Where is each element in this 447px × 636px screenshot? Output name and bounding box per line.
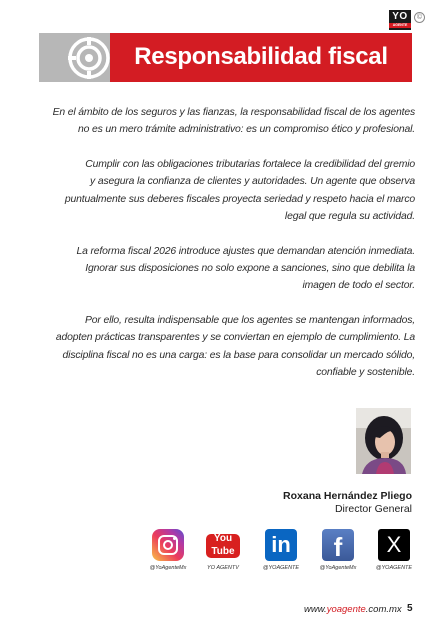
instagram-icon[interactable]: [152, 529, 184, 561]
copyright-icon: ©: [414, 12, 425, 23]
linkedin-label: in: [271, 532, 291, 557]
badge-text: YO: [392, 11, 408, 22]
paragraph-4: Por ello, resulta indispensable que los agentes se mantengan informados, adopten prácticas transparentes y se conviertan en ejemplo de cumplimiento. La disciplina fiscal no es una carga: es la base para consolidar un mercado sólido, confiable y sostenible.: [55, 315, 415, 379]
paragraph-3: La reforma fiscal 2026 introduce ajustes que demandan atención inmediata. Ignorar sus disposiciones no solo expone a sanciones, sino que debilita la imagen de todo el sector.: [76, 245, 415, 292]
paragraph-2: Cumplir con las obligaciones tributarias fortalece la credibilidad del gremio y asegura la confianza de clientes y autoridades. Un agente que observa puntualmente sus deberes fiscales proyecta seriedad y respeto hacia el marco legal que regula su actividad.: [64, 159, 415, 222]
author-photo: [356, 408, 411, 474]
facebook-icon[interactable]: [322, 529, 354, 561]
social-youtube[interactable]: [193, 529, 253, 571]
youtube-label: You Tube: [211, 533, 235, 557]
facebook-label: f: [333, 532, 343, 562]
linkedin-icon[interactable]: [265, 529, 297, 561]
target-icon: [68, 37, 110, 79]
x-label: X: [386, 532, 402, 557]
paragraph-1: En el ámbito de los seguros y las fianzas, la responsabilidad fiscal de los agentes no es un mero trámite administrativo: es un compromiso ético y profesional.: [52, 107, 415, 136]
author-name: Roxana Hernández Pliego: [283, 490, 412, 502]
page-number: 5: [407, 603, 413, 614]
social-linkedin[interactable]: [251, 529, 311, 571]
linkedin-handle: @YOAGENTE: [262, 565, 300, 571]
article-body: [30, 104, 415, 399]
footer-url[interactable]: www.yoagente.com.mx: [304, 604, 402, 615]
social-x[interactable]: [364, 529, 424, 571]
instagram-handle: @YoAgenteMx: [149, 565, 187, 571]
x-icon[interactable]: [378, 529, 410, 561]
author-role: Director General: [334, 503, 412, 515]
x-handle: @YOAGENTE: [375, 565, 413, 571]
brand-badge: [389, 10, 411, 30]
facebook-handle: @YoAgenteMx: [319, 565, 357, 571]
social-facebook[interactable]: [308, 529, 368, 571]
badge-subtext: AGENTE: [389, 23, 411, 28]
page-title: Responsabilidad fiscal: [134, 43, 388, 70]
youtube-icon[interactable]: [206, 529, 240, 561]
youtube-handle: YO AGENTV: [207, 565, 239, 571]
social-instagram[interactable]: [138, 529, 198, 571]
